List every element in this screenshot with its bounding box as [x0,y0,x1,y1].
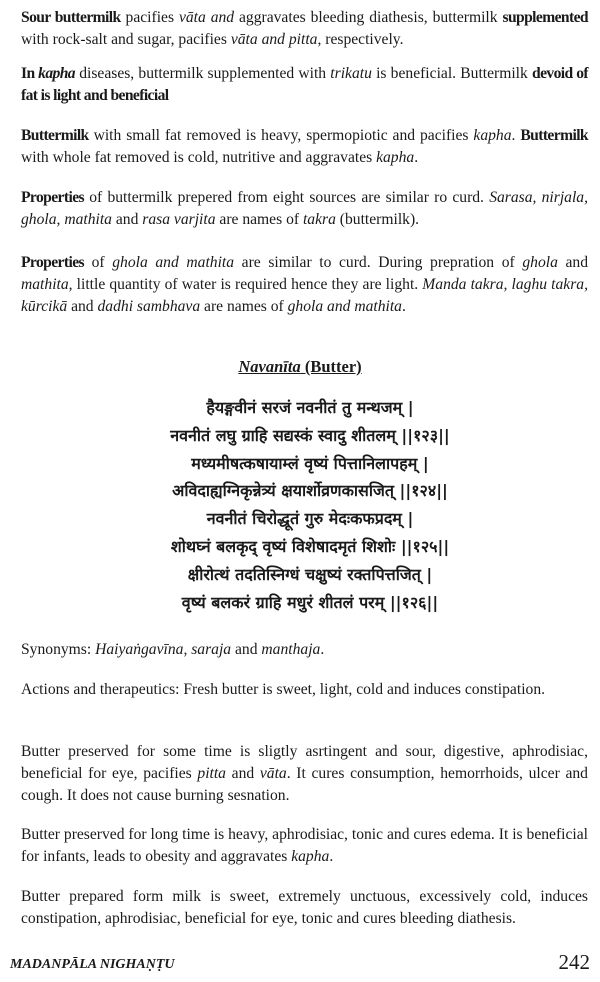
text-run: vāta [259,765,287,782]
verse-line: अविदाह्यग्निकृन्नेत्र्यं क्षयार्शोव्रणकासजित् ||१२४|| [172,481,448,501]
paragraph [21,741,588,807]
verse-line: हैयङ्गवीनं सरजं नवनीतं तु मन्थजम् | [206,398,414,417]
text-run: . [320,641,325,658]
text-run: supplemented [502,9,588,26]
text-run: kapha [38,65,76,82]
heading-rest: (Butter) [300,357,362,376]
section-heading [0,357,600,377]
text-run: . It cures consumption, hemorrhoids, ulcer and cough. It does not cause burning sesnation. [21,765,588,804]
text-run: Actions and therapeutics: Fresh butter is sweet, light, cold and induces constipation. [21,681,546,698]
paragraph [21,252,588,318]
paragraph [21,639,588,661]
text-run: are similar to curd. During prepration of [234,254,523,271]
text-run: vāta and [178,9,235,26]
text-run: aggravates bleeding diathesis, buttermilk [234,9,503,26]
text-run: vāta and pitta [230,31,318,48]
text-run: ghola [522,254,558,271]
paragraph [21,63,588,107]
text-run: , respectively. [317,31,404,48]
text-run: Butter prepared form milk is sweet, extremely unctuous, excessively cold, induces constipation, aphrodisiac, beneficial for eye, tonic and cures bleeding diathesis. [21,888,588,927]
text-run: devoid of fat is light and beneficial [21,65,588,104]
text-run: Buttermilk [21,127,89,144]
page-number: 242 [558,950,590,974]
verse-line: शोथघ्नं बलकृद् वृष्यं विशेषादमृतं शिशोः ||१२५|| [170,536,450,556]
paragraph [21,187,588,231]
verse-line: मध्यमीषत्कषायाम्लं वृष्यं पित्तानिलापहम् | [191,453,429,473]
text-run: kapha [291,848,330,865]
text-run: Properties [21,254,84,271]
text-run: Synonyms: [21,641,96,658]
text-run: . [401,298,406,315]
text-run: In [21,65,39,82]
text-run: . [414,149,419,166]
text-run: with whole fat removed is cold, nutritive and aggravates [21,149,377,166]
text-run: and [67,298,98,315]
text-run: and [557,254,589,271]
paragraph [21,125,588,169]
text-run: pacifies [120,9,179,26]
text-run: Butter preserved for some time is sligtly asrtingent and sour, digestive, aphrodisiac, beneficial for eye, pacifies [21,743,588,782]
text-run: are names of [200,298,288,315]
text-run: kapha [376,149,415,166]
paragraph [21,679,588,701]
text-run: Buttermilk [520,127,589,144]
text-run: are names of [215,211,303,228]
text-run: is beneficial. Buttermilk [371,65,533,82]
text-run: manthaja [261,641,321,658]
text-run: with rock-salt and sugar, pacifies [21,31,231,48]
text-run: ghola and mathita [287,298,402,315]
text-run: and [111,211,143,228]
text-run: (buttermilk). [335,211,420,228]
text-run: ghola and mathita [112,254,235,271]
text-run: Properties [21,189,84,206]
text-run: kapha [473,127,512,144]
text-run: trikatu [330,65,372,82]
text-run: takra [302,211,336,228]
text-run: Manda takra, laghu takra, kūrcikā [21,276,588,315]
paragraph [21,7,588,51]
text-run: . [511,127,521,144]
verse-line: नवनीतं लघु ग्राहि सद्यस्कं स्वादु शीतलम् ||१२३|| [170,425,450,445]
verse-line: वृष्यं बलकरं ग्राहि मधुरं शीतलं परम् ||१२६|| [181,592,439,612]
text-run: and [225,765,260,782]
text-run: dadhi sambhava [97,298,201,315]
text-run: Butter preserved for long time is heavy, aphrodisiac, tonic and cures edema. It is beneficial for infants, leads to obesity and aggravates [21,826,588,865]
heading-italic: Navanīta [238,357,301,376]
text-run: of buttermilk prepered from eight sources are similar ro curd. [84,189,490,206]
text-run: Haiyaṅgavīna, saraja [95,641,232,658]
text-run: . [329,848,334,865]
sanskrit-verses [150,394,470,616]
text-run: and [231,641,262,658]
footer-book-title: MADANPĀLA NIGHAṆṬU [10,957,175,972]
paragraph [21,824,588,868]
text-run: of [84,254,113,271]
text-run: pitta [197,765,226,782]
text-run: with small fat removed is heavy, spermopiotic and pacifies [88,127,474,144]
verse-line: नवनीतं चिरोद्धूतं गुरु मेदःकफप्रदम् | [206,509,414,529]
text-run: diseases, buttermilk supplemented with [75,65,331,82]
text-run: Sour buttermilk [21,9,121,26]
paragraph [21,886,588,930]
text-run: mathita, [21,276,73,293]
text-run: rasa varjita [142,211,216,228]
text-run: little quantity of water is required hence they are light. [72,276,423,293]
verse-line: क्षीरोत्थं तदतिस्निग्धं चक्षुष्यं रक्तपित्तजित् | [187,564,433,584]
text-run: Sarasa, nirjala, ghola, mathita [21,189,588,228]
